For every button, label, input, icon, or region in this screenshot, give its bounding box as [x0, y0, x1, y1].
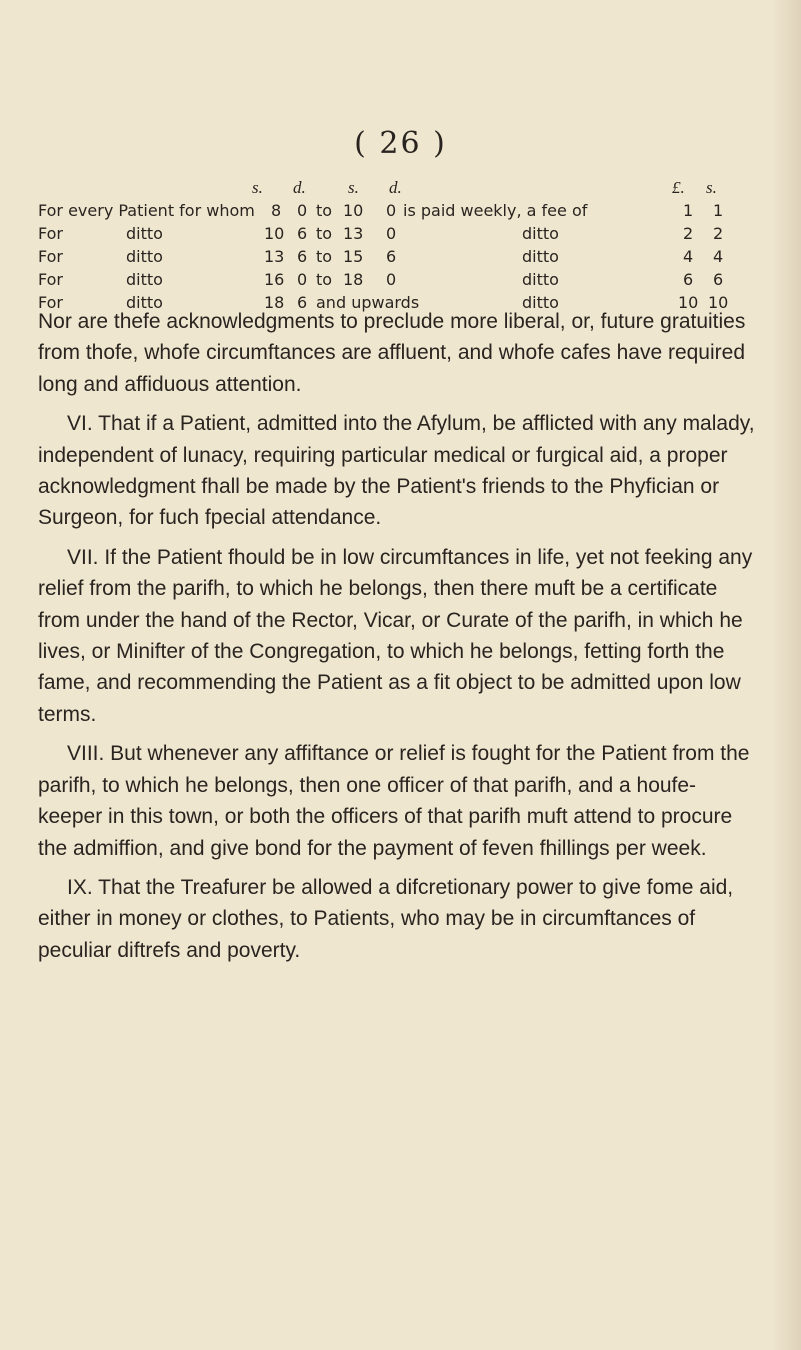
fee-row-sep: and upwards: [316, 293, 420, 312]
fee-row: [38, 247, 778, 270]
paragraph: Nor are thefe acknowledgments to preclude more liberal, or, future gratuities from thofe, whofe circumftances are affluent, and whofe cafes have required long and affiduous attention.: [38, 310, 746, 396]
fee-row: [38, 270, 778, 293]
fee-row-to-s: 18: [343, 270, 364, 289]
fee-row-sep: to: [316, 201, 333, 220]
fee-row-ditto: ditto: [126, 247, 163, 266]
fee-row-ditto2: ditto: [522, 293, 559, 312]
fee-row-fee-s: 4: [713, 247, 724, 266]
fee-row-ditto: ditto: [126, 293, 163, 312]
fee-row-from-s: 10: [264, 224, 285, 243]
header-pounds: £.: [672, 178, 685, 197]
header-shillings-from: s.: [252, 178, 263, 197]
fee-row-from-d: 0: [297, 270, 308, 289]
paragraph: IX. That the Treafurer be allowed a difcretionary power to give fome aid, either in money or clothes, to Patients, who may be in circumftances of peculiar diftrefs and poverty.: [38, 875, 734, 962]
fee-row-from-s: 13: [264, 247, 285, 266]
fee-row-fee-l: 2: [683, 224, 694, 243]
fee-row-who: For: [38, 270, 63, 289]
fee-row-from-s: 8: [271, 201, 282, 220]
paragraph: VI. That if a Patient, admitted into the Afylum, be afflicted with any malady, independent of lunacy, requiring particular medical or furgical aid, a proper acknowledgment fhall be made by the Patient's friends to the Phyfician or Surgeon, for fuch fpecial attendance.: [38, 412, 755, 530]
fee-row-from-d: 6: [297, 247, 308, 266]
fee-row-from-s: 18: [264, 293, 285, 312]
fee-row-to-d: 0: [386, 224, 397, 243]
fee-row-fee-s: 6: [713, 270, 724, 289]
fee-row-fee-s: 1: [713, 201, 724, 220]
fee-row-who: For every Patient for whom: [38, 201, 255, 220]
fee-row-from-d: 6: [297, 293, 308, 312]
fee-row-to-s: 10: [343, 201, 364, 220]
fee-row-from-d: 0: [297, 201, 308, 220]
fee-row-fee-l: 6: [683, 270, 694, 289]
fee-row-who: For: [38, 247, 63, 266]
fee-row-fee-s: 2: [713, 224, 724, 243]
header-shillings-to: s.: [348, 178, 359, 197]
fee-row-who: For: [38, 224, 63, 243]
paragraph: VIII. But whenever any affiftance or relief is fought for the Patient from the parifh, to which he belongs, then one officer of that parifh, and a houfe-keeper in this town, or both the officers of that parifh muft attend to procure the admiffion, and give bond for the payment of feven fhillings per week.: [38, 742, 750, 860]
header-shillings-fee: s.: [706, 178, 717, 197]
body-text: [38, 306, 760, 966]
header-pence-from: d.: [293, 178, 306, 197]
fee-row-ditto: ditto: [126, 270, 163, 289]
fee-row-to-d: 0: [386, 201, 397, 220]
fee-row-who: For: [38, 293, 63, 312]
paragraph: VII. If the Patient fhould be in low circumftances in life, yet not feeking any relief from the parifh, to which he belongs, then there muft be a certificate from under the hand of the Rector, Vicar, or Curate of the parifh, in which he lives, or Minifter of the Congregation, to which he belongs, fetting forth the fame, and recommending the Patient as a fit object to be admitted upon low terms.: [38, 545, 753, 726]
fee-row-sep: to: [316, 224, 333, 243]
fee-row-to-d: 0: [386, 270, 397, 289]
fee-row-from-d: 6: [297, 224, 308, 243]
fee-row-ditto2: ditto: [522, 224, 559, 243]
fee-row-to-s: 15: [343, 247, 364, 266]
fee-row-to-s: 13: [343, 224, 364, 243]
fee-table-header: [38, 178, 778, 201]
fee-row-ditto2: ditto: [522, 247, 559, 266]
fee-row-from-s: 16: [264, 270, 285, 289]
fee-row-sep: to: [316, 247, 333, 266]
fee-row-sep: to: [316, 270, 333, 289]
fee-row-to-d: 6: [386, 247, 397, 266]
fee-row-fee-l: 1: [683, 201, 694, 220]
fee-row: [38, 201, 778, 224]
fee-row-fee-l: 10: [678, 293, 699, 312]
fee-row-ditto: ditto: [126, 224, 163, 243]
fee-row-paid: is paid weekly, a fee of: [403, 201, 588, 220]
fee-row-fee-l: 4: [683, 247, 694, 266]
fee-row-fee-s: 10: [708, 293, 729, 312]
fee-table: [38, 178, 778, 316]
header-pence-to: d.: [389, 178, 402, 197]
page-number: ( 26 ): [354, 126, 447, 161]
fee-row: [38, 224, 778, 247]
fee-row-ditto2: ditto: [522, 270, 559, 289]
